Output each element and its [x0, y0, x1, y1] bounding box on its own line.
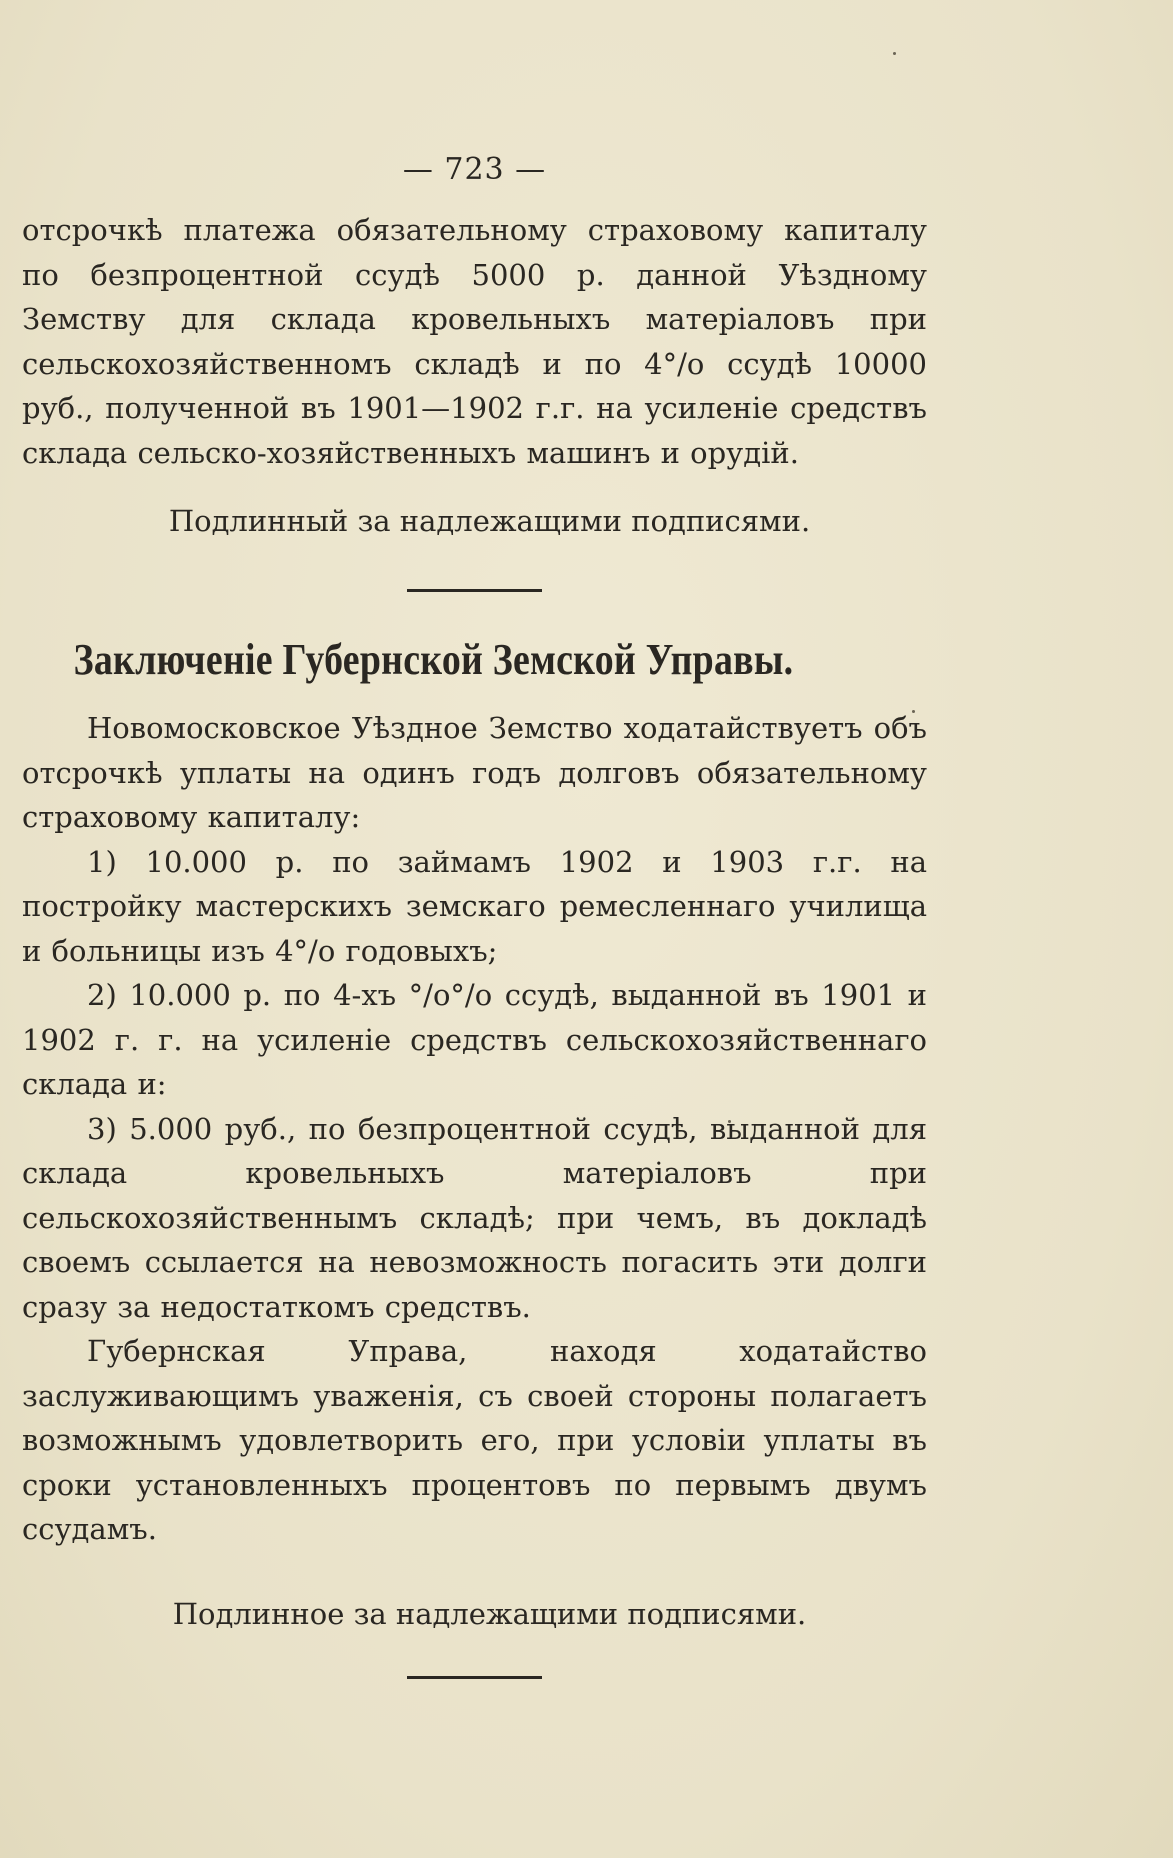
list-item-2: 2) 10.000 р. по 4-хъ °/o°/o ссудѣ, выданной въ 1901 и 1902 г. г. на усиленіе средствъ сельскохозяйственнаго склада и:	[22, 978, 927, 1101]
paper-speck	[893, 52, 896, 55]
conclusion-paragraph: Губернская Управа, находя ходатайство заслуживающимъ уваженія, съ своей стороны полагаетъ возможнымъ удовлетворить его, при условіи уплаты въ сроки установленныхъ процентовъ по первымъ двумъ ссудамъ.	[22, 1334, 927, 1546]
page-number: — 723 —	[402, 152, 547, 187]
signature-line-2: Подлинное за надлежащими подписями.	[172, 1596, 807, 1631]
continued-paragraph: отсрочкѣ платежа обязательному страховому капиталу по безпроцентной ссудѣ 5000 р. данной Уѣздному Земству для склада кровельныхъ матеріаловъ при сельскохозяйственномъ складѣ и по 4°/o ссудѣ 10000 руб., полученной въ 1901—1902 г.г. на усиленіе средствъ склада сельско-хозяйственныхъ машинъ и орудій.	[22, 213, 927, 470]
list-item-3: 3) 5.000 руб., по безпроцентной ссудѣ, выданной для склада кровельныхъ матеріаловъ при сельскохозяйственнымъ складѣ; при чемъ, въ докладѣ своемъ ссылается на невозможность погасить эти долги сразу за недостаткомъ средствъ.	[22, 1111, 927, 1324]
list-item-1: 1) 10.000 р. по займамъ 1902 и 1903 г.г. на постройку мастерскихъ земскаго ремесленнаго училища и больницы изъ 4°/o годовыхъ;	[22, 844, 927, 968]
intro-paragraph: Новомосковское Уѣздное Земство ходатайствуетъ объ отсрочкѣ уплаты на одинъ годъ долговъ обязательному страховому капиталу:	[22, 711, 927, 834]
section-heading: Заключеніе Губернской Земской Управы.	[73, 635, 794, 684]
page-content	[22, 150, 927, 1679]
section-divider	[407, 589, 542, 592]
signature-line: Подлинный за надлежащими подписями.	[168, 504, 811, 538]
end-divider	[407, 1676, 542, 1679]
